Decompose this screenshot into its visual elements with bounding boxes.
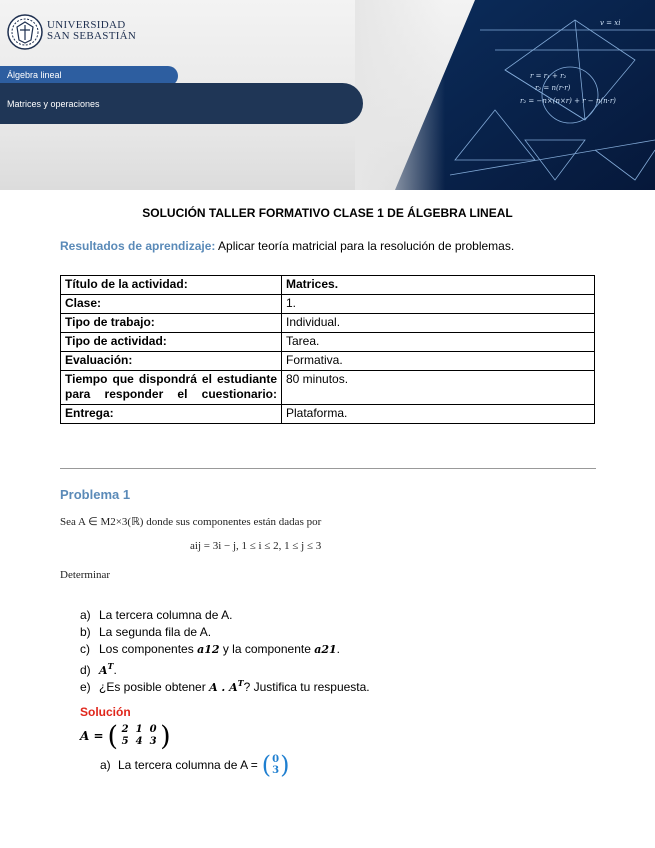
vector-cell: 0 — [272, 754, 280, 765]
row-key: Título de la actividad: — [61, 276, 282, 295]
matrix-entries — [118, 724, 160, 748]
matrix-cell: 3 — [149, 736, 157, 747]
item-text: y la componente — [219, 642, 315, 656]
component-a12: a12 — [197, 643, 220, 656]
header-banner — [0, 0, 655, 190]
item-marker: a) — [80, 608, 91, 622]
matrix-cell: 0 — [149, 724, 157, 735]
item-marker: b) — [80, 625, 91, 639]
item-text: Los componentes — [99, 642, 198, 656]
left-paren: ( — [107, 720, 119, 752]
list-item — [80, 675, 370, 692]
table-row — [61, 352, 595, 371]
learning-outcome-label: Resultados de aprendizaje: — [60, 239, 216, 253]
item-text: La tercera columna de A. — [99, 608, 233, 622]
row-value: Individual. — [282, 314, 595, 333]
transpose-superscript: T — [237, 678, 244, 688]
question-list — [80, 607, 370, 692]
row-value: Formativa. — [282, 352, 595, 371]
problem-statement: Sea A ∈ M2×3(ℝ) donde sus componentes están dadas por — [60, 516, 322, 528]
item-text: . — [336, 642, 341, 656]
list-item — [80, 607, 370, 624]
table-row — [61, 333, 595, 352]
answer-text: La tercera columna de A = — [118, 758, 258, 772]
university-logo — [7, 14, 43, 50]
row-key: Tipo de trabajo: — [61, 314, 282, 333]
learning-outcome-text: Aplicar teoría matricial para la resolución de problemas. — [215, 239, 515, 253]
section-divider — [60, 468, 596, 469]
vector-cell: 3 — [272, 765, 280, 776]
answer-marker: a) — [100, 758, 111, 772]
left-paren: ( — [261, 751, 272, 779]
item-marker: e) — [80, 680, 91, 694]
table-row — [61, 276, 595, 295]
row-key: Tipo de actividad: — [61, 333, 282, 352]
list-item — [80, 624, 370, 641]
item-marker: d) — [80, 663, 91, 677]
table-row — [61, 295, 595, 314]
transpose-superscript: T — [107, 661, 114, 671]
item-text: ¿Es posible obtener — [99, 680, 210, 694]
determine-label: Determinar — [60, 569, 111, 581]
document-title: SOLUCIÓN TALLER FORMATIVO CLASE 1 DE ÁLGEBRA LINEAL — [142, 206, 513, 220]
answer-a — [100, 752, 290, 778]
row-value: 80 minutos. — [282, 371, 595, 405]
table-row — [61, 405, 595, 424]
table-row — [61, 371, 595, 405]
activity-info-table — [60, 275, 595, 424]
university-name-line2: SAN SEBASTIÁN — [47, 30, 137, 42]
matrix-cell: 1 — [135, 724, 143, 735]
right-paren: ) — [160, 720, 171, 752]
item-marker: c) — [80, 642, 90, 656]
math-illustration — [355, 0, 655, 190]
university-name — [47, 20, 136, 42]
row-value: Tarea. — [282, 333, 595, 352]
row-value: Matrices. — [282, 276, 595, 295]
university-name-line1: UNIVERSIDAD — [47, 19, 126, 31]
item-text: ? Justifica tu respuesta. — [243, 680, 370, 694]
matrix-cell: 2 — [121, 724, 129, 735]
vector-entries — [271, 754, 280, 776]
topic-label: Matrices y operaciones — [7, 99, 100, 109]
row-key: Tiempo que dispondrá el estudiante para responder el cuestionario: — [61, 371, 282, 405]
row-key: Clase: — [61, 295, 282, 314]
course-label: Álgebra lineal — [7, 70, 62, 80]
matrix-definition — [80, 722, 171, 750]
problem-formula: aij = 3i − j, 1 ≤ i ≤ 2, 1 ≤ j ≤ 3 — [190, 540, 322, 552]
row-value: Plataforma. — [282, 405, 595, 424]
row-key: Entrega: — [61, 405, 282, 424]
row-key: Evaluación: — [61, 352, 282, 371]
item-text: La segunda fila de A. — [99, 625, 212, 639]
component-a21: a21 — [314, 643, 337, 656]
matrix-cell: 4 — [135, 736, 143, 747]
item-text: . — [113, 663, 117, 677]
row-value: 1. — [282, 295, 595, 314]
product-expression: A . A — [209, 681, 238, 694]
list-item — [80, 658, 370, 675]
answer-vector — [262, 753, 290, 777]
right-paren: ) — [280, 751, 290, 779]
list-item — [80, 641, 370, 658]
matrix-symbol: A — [99, 664, 108, 677]
topic-tag — [0, 83, 363, 124]
solution-label: Solución — [80, 705, 131, 719]
matrix-lhs: A = — [80, 729, 104, 743]
learning-outcome — [60, 239, 514, 253]
table-row — [61, 314, 595, 333]
problem-title: Problema 1 — [60, 487, 131, 502]
matrix-cell: 5 — [121, 736, 129, 747]
